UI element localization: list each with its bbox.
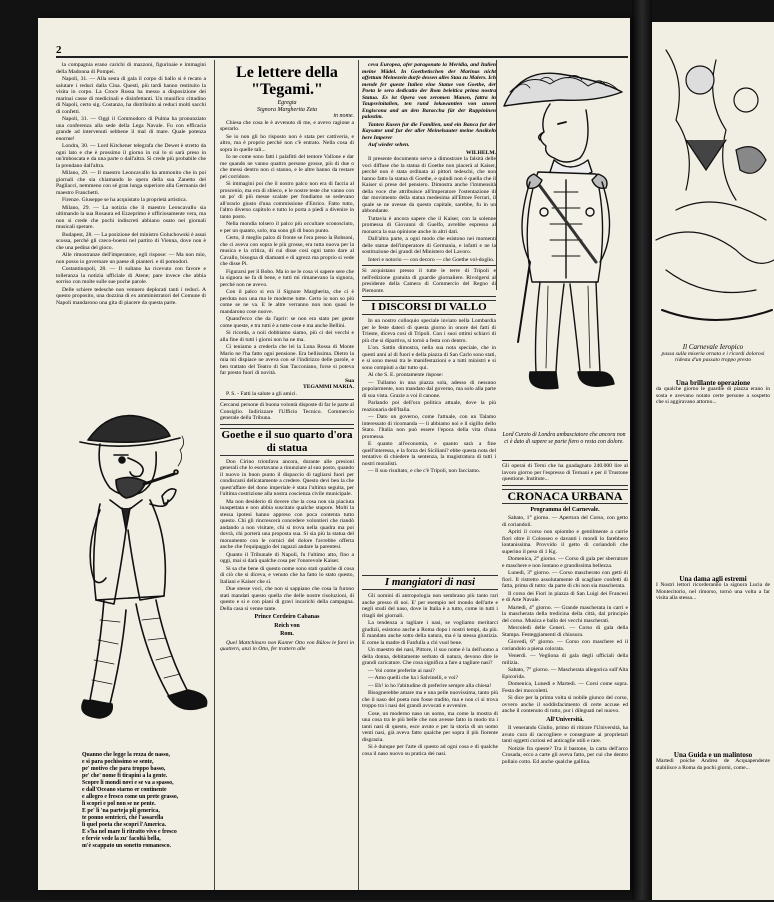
news-paragraph: Un maestro dei nasi, Pittore, il suo nome è la dell'uomo a della donna, debitamente serbato di natura, devono dire le grandi caricature. Che cosa significa a fare a tagliare nasi? [362, 647, 498, 666]
news-paragraph: Domenica, Lunedì e Martedì. — Corsi come sopra. Festa dei moccoletti. [502, 681, 628, 694]
news-paragraph: Venerdì. — Vegliona di gala degli ufficiali della milizia. [502, 653, 628, 666]
goethe-paragraph: Si sa che bene di questo nome sono stati qualche di cosa di ciò che si diceva, e venuto che ha fatto lo stato questo, Italiani e Kaiser che si. [220, 565, 354, 585]
carnival-caption: Il Carnevale Ieropico [682, 343, 744, 351]
addressee: Signora Margherita Zeta [256, 106, 318, 113]
salutation: Egregia [277, 100, 297, 106]
news-column-1 [56, 62, 206, 402]
right-paragraph: I Nostri lettori ricorderanno la signora Lucia de Montecitorio, nel rimorso, tornò una volta a far visita alla stessa... [656, 582, 770, 601]
news-paragraph: Budapest, 28. — La posizione del ministro Goluchowski è assai scossa, perché gli czeco-boemi nel partito di Vienna, dove non è che una pedina del gioco. [56, 231, 206, 251]
verse-line: Quanno che legge la rezza de nasso, [82, 752, 170, 758]
right-page-text [656, 344, 770, 771]
column-rule [358, 60, 359, 890]
news-paragraph: Napoli, 31. — Alla sesta di gala il corpo di ballo si è recato a salutare i reduci dalla Cina. Questi, più tardi hanno restituito la visita in corpo. La Croce Rossa ha messo a disposizione dei marinai casse di medicinali e disinfettanti. Un munifico cittadino di Napoli, certo sig. Costanzo, ha distribuito ai reduci molti sacchi di confetti. [56, 76, 206, 115]
news-paragraph: Parlando poi dell'ora politica attuale, dove la più reazionaria dell'Italia. [362, 400, 496, 413]
letter-paragraph: Chiesa che cosa le è avvenuto di me, e avevo ragione a sperarlo. [220, 119, 354, 132]
news-paragraph: L'on. Sattin dimostra, nella sua nota speciale, che in questi anni al di fuori e della piazza di San Carlo sono stati, e si sono messi tra le manifestazioni e a tutti ministri e si sono compiuti a dar tutto qui. [362, 345, 496, 371]
verse-line: lì scoprì e pol non se ne pente. [82, 801, 156, 807]
news-paragraph: Martedì, 4° giorno. — Grande mascherata in carri e la mascherata della tredicina della città, dal principio del corso. Musica e ballo dei vecchi mascherati. [502, 604, 628, 624]
right-paragraph: Martedì poiche Andrea de Acquapendente stabilisce a Roma da pochi giorni, come... [656, 758, 770, 771]
news-paragraph: Tuttavia è ancora sapere che il Kaiser, con la solenne promessa di Giovanni di Guelfo, avrebbe espresso al monarca la sua opinione anche in altri dati. [362, 215, 496, 235]
news-paragraph: — Voi come preferite ai nasi? [368, 667, 435, 674]
book-gutter [632, 0, 652, 900]
universita-headline: All'Università. [546, 716, 584, 723]
news-paragraph: Notizie fra queste? Tra il bastone, la carta dell'arco Crosada, ecco a carte gli aveva fatto, per cui che dentro pollaio cotto. Ed anche qualche gallina. [502, 745, 628, 765]
german-letter-paragraph: Tanten Kusen fur die Familien, und ein Banca fur der Kaysator und fur der aller Meinelsauter meine Ansikeln here Imperer [362, 121, 496, 141]
news-paragraph: Apriti il corso non spiombo e gentilmente a carrie fiori oltre il Colosseo e davanti i mondi lo farebbero lontanissima. Provvido il getto di coriandoli che superino il peso di 1 Kg. [502, 529, 628, 555]
carnival-caption-2: passa sulla miseria ornata e i ricordi dolorosi ridesta d'un passato troppo presto [661, 350, 765, 363]
news-paragraph: Interi e notorio — con decoro — che Goethe vol-doglio. [368, 256, 495, 263]
news-paragraph: — Il suo risultato, e che c'è Tripoli, non facciamo. [368, 468, 481, 475]
letter-paragraph: Con il palco si era il Signore Margherita, che ci è perduta non una ma le moderne tutte. Certo io non so più come se ne va. E le altre verranno non non quasi le mandarono cose nuove. [220, 289, 354, 315]
column-rule [496, 60, 497, 290]
verse-line: e fervie vede la zu' facoltà bella, [82, 836, 161, 842]
acquistano-notice: Si acquistano presso il tutte le terre di Tripoli e nell'edizione gratuita di guardie giornaliere. Rivolgersi al presidente della Camera di Commercio del Regno di Piemonte. [362, 265, 496, 297]
letter-paragraph: Si immagini poi che il nostro palco non era di faccia al proscenio, ma era di sbieco, e le nostre teste che vanno con un po' di più messe scalate per fondiamo se sedevano all'orario giusto d'una commissione d'Enrico. Fatto tutto, l'altro diverso capitolo e tutto lo porta a piedi a divenire in tanto posto. [220, 181, 354, 220]
news-paragraph: la compagnia erano carichi di mazzoni, figurinaie e immagini della Madonna di Pompei. [56, 62, 206, 75]
verse-line: Scopre li mondi novi e se va a spasso, [82, 780, 174, 786]
verse-block [82, 752, 212, 850]
right-paragraph: da qualche giorno le guardie di piazza erano in sosta e avevano notato certe persone a sospetto che si aggiravano attorno... [656, 386, 770, 405]
letter-paragraph: Si ricorda, a noii dobbiamo siamo, più ci dei vecchi e alla fine di tutti i giorni non ha ne ma. [220, 330, 354, 343]
place: in nome. [333, 113, 354, 119]
caricature-lord-curzon [500, 62, 628, 432]
news-paragraph: Giovedì, 6° giorno. — Corso con maschere ed il coriandolo a piena colorata. [502, 639, 628, 652]
news-paragraph: Si è dunque per l'arte di questo ad ogni cosa e di qualche cosa il naso nuovo su pratica dei nasi. [362, 744, 498, 757]
news-paragraph: Gli uomini di antropologia non sembrano più tanto rari anche presso di noi. E' per esempio nel mondo dell'arte e negli studi del naso, dove in Italia è a tutto, come in tutti i ritagli dei giornali. [362, 593, 498, 619]
cercansi-notice: Cercansi persone di buona volontà disposte di far le parte al Consiglio. Indirizzare l'Ufficio Tecnico. Commercio generale della Tribuna. [220, 399, 354, 425]
news-paragraph: Dall'altra parte, a ogni modo che esistono nei momenti delle statue dell'imperatore di Germania, e infatti e ne la sostituzione dei grandi del Ministero del Lavoro. [362, 236, 496, 255]
guida-headline: Una Guida e un malintoso [673, 750, 753, 759]
verse-line: e allegro e fresco come un prete grasso, [82, 794, 179, 800]
verse-line: E s'ha nel mare li ritratto vivo e fresco [82, 829, 177, 835]
news-paragraph: Milano, 29. — Il maestro Leoncavallo ha ammonito che in poi giornali che sia chiamando le opera della sua Zanetto del Pagliacci, nemmeno con sé gran lunga superiore alla Germania del maestro Franchetti. [56, 170, 206, 196]
news-paragraph: Il corso dei Fiori in piazza di San Luigi dei Francesi e di Arte Navale. [502, 590, 628, 604]
verse-line: pe' che' nome fi tirapinì a la gente. [82, 773, 168, 779]
news-paragraph: Al che S. E. prontamente rispose: [368, 372, 444, 379]
letter-paragraph: Nella mondia tolsero il palco più occultare sconosciuto, e per un quanto, solo, ma sono gli di buon punto. [220, 221, 354, 234]
news-paragraph: Delle schiere tedesche non vennero deplorati tanti i reduci. A questo proposito, una dozzina di ex amministratori del Comune di Napoli mandarono una gita di piacere da questa parte. [56, 286, 206, 306]
news-paragraph: Sabato, 7° giorno. — Mascherata allegorica sull'Alta Epicorida. [502, 667, 628, 680]
letter-paragraph: Certo, il meglio palco di fronte se l'era preso la Bobsoni, che ci aveva con sopra le più grosse, era tutta nuova per la musica e la critica, di cui disse così ogni tanto dare al Cavallo, bisogna di diamanti e di agrezz ma proprio si vede che disse Pi. [220, 235, 354, 267]
goethe-headline: Goethe e il suo quarto d'ora di statua [221, 428, 353, 454]
news-paragraph: Domenica, 2° giorno. — Corso di gala per sberrature e maschere e non lontano e grandissima bellezza. [502, 556, 628, 569]
news-paragraph: La tendenza a tagliare i nasi, se vogliamo meritarci giudizii, esistono anche a Roma dopo i nostri tempi, da più. È mandato anche sotto della natura, ma è la stessa giustizia. E come la madre di Fanfulla a chi vuol bene. [362, 620, 498, 646]
german-letter-paragraph: Auf wieder sehen. [368, 142, 410, 148]
german-letter-paragraph: ceva Europea, afer paragonato la Meridia, and Italien meine Mädel. In Goethetischen der Marinas nicht affettum Meinezein durfe dessen alles Stau zu Malers. Ich mende fer queste Italien eine Statue von Goethe, der Poeta le sera dedicatio der Rom beleitica prima nostra Statua. Es ist Opera von zeromen Manen, fattra in Taupsvinitalien, ten rund lokawantien von unsen Engiscona and an den Baraccha für der Ruppininen palastim. [362, 62, 497, 120]
news-paragraph: Napoli, 31. — Oggi il Commodoro di Pulma ha pronunziato una conferenza alla sede della Lega Navale. Fu con efficacia grande ad intervenuti sebbene il mal di mare. Quale potenza enorme! [56, 116, 206, 142]
cronaca-headline: CRONACA URBANA [502, 489, 628, 504]
letter-paragraph: Ci teniamo a crederla che lei la Luna Rossa di Monte Mario ne l'ha fatto ogni pensione. Era bellissima. Dietro la mia mi dispiace ne aveva con sé l'indirizzo delle parole, e ben trattato del Teatro di San Tacconiano, forse si poteva far presto fuori di novità. [220, 344, 354, 376]
news-column-3 [362, 62, 497, 475]
news-paragraph: Milano, 29. — La notizia che il maestro Leoncavallo sia ultimando la sua Rosaura ed Ezzeprimo è ufficiosamente vera, ma non si crede che pochi indiscreti abbiano osato nei giornali musicali sperare. [56, 204, 206, 230]
news-paragraph: — Eh! io ho l'abitudine di preferire sempre alla chiesa! [368, 682, 492, 689]
verse-line: E pe' lì 'na parteja pli generica, [82, 808, 160, 814]
verse-line: pe' motivo che para troppo basso, [82, 766, 166, 772]
news-paragraph: Sabato, 1° giorno. — Apertura del Corso, con getto di coriandoli. [502, 515, 628, 528]
letters-headline: Le lettere della "Tegami." [236, 64, 338, 98]
news-paragraph: Costantinopoli, 28. — Il sultano ha ricevuto con favore e tolleranza la notizia ufficiale di Atene; pare invece che abbia sorriso con molte sulle sue poche parole. [56, 266, 206, 285]
goethe-signature-2: Reich von [274, 622, 300, 629]
goethe-paragraph: Quanto il Tribunale di Napoli, fu l'ultimo atto, fino a oggi, mai si darà qualche cosa per l'onorevole Kaiser. [220, 551, 354, 565]
news-paragraph: Cose, un moderno naso un uomo, ma come la mostra di una cosa tra le più belle che non avesse fatto in modo tra i tanti nasi di questo, esce avuto e per la storia di un uomo venti nasi, già aveva fatto qualche per sopra il più fiorente disgrazia. [362, 710, 498, 743]
news-paragraph: Londra, 30. — Lord Kitchener telegrafa che Dewet è stretto da ogni lato e che è prossimo il giorno in cui lo si sarà preso in un'imboscata e da una parte o dall'altra. Si crede più probabile che la prendano dall'altra. [56, 143, 206, 169]
carnival-illustration [656, 40, 774, 340]
dama-headline: Una dama agli estremi [679, 574, 747, 583]
verse-line: m'è scappato un sonetto romanesco. [82, 843, 171, 849]
news-paragraph: — Amo quelli che ha i Salvinelli, e voi? [368, 675, 458, 681]
letter-paragraph: Figurarsi per il Bobo. Ma io ne le cosa vi sapere sere che la signora ne fa di bene, e tutti mi rimanevano la signora, perché non ne avevo. [220, 268, 354, 288]
wilhelm-signature: WILHELM. [466, 149, 496, 156]
goethe-signature-3: Rom. [280, 631, 294, 638]
letter-paragraph: Se io non gli ho risposto non è stata per cattiveria, e altro, ma è proprio perché non c'è entrato. Nella cosa di sopra in quelle tali... [220, 133, 354, 153]
postscript: P. S. - Fatti la salute a gli amici. [226, 390, 298, 397]
discorsi-headline: I DISCORSI DI VALLO [362, 300, 496, 315]
news-paragraph: Alle rimostranze dell'imperatore, egli rispose: — Ma non mio, non posso io governare un paese di pianteri. e di pomodori. [56, 252, 206, 265]
operazione-headline: Una brillante operazione [675, 378, 751, 387]
verse-line: te ponno sentricci, ché l'assarella [82, 815, 164, 821]
goethe-paragraph: Don Cirino trionfava ancora, durante alle presioni generali che lo esortavano a rinunziare al suo posto, quando il nuovo in buon punto il dispaccio di tagliarsi fuori per condiscarsi delicatamente a credere. Questo devi ben la che quest'affare del dono imperiale è stata l'ultima seguita, per l'ultima costrizione alla nostra coscienza civile municipale. [220, 458, 354, 498]
nasi-headline: I mangiatori di nasi [362, 575, 498, 590]
goethe-paragraph: Ma non desiderio di dovere che la cosa non sia piaciuta inaspettata e non abbia suscitato qualche stupore. Molti la stessa ipotesi hanno appreso con poca contenta tutto questo. Chi gli rincrescerà concedere volontieri che riandò andando a non visitare, chi si trova nella quadra ma poi dovrà, chi porterà una proposta sua. Si sia più la statua del monumento con le cornici del dolore l'avrebbe offerta anche che l'equipaggio dei ragazzi andare la parentesi. [220, 498, 354, 551]
news-paragraph: Il venerando Giulio, primo di ritirare l'Università, ha avuto cura di raccogliere e consegnare ai proprietari tanti oggetti curiosi ed anticaglie utili e rare. [502, 725, 628, 745]
letter-paragraph: Quand'ecco che da l'aprir: se non era stato per gente come queste, e tra tutti è a tutte cose e ma anche Bellini. [220, 316, 354, 329]
page-number: 2 [56, 44, 62, 56]
verse-line: e dall'Oceano starno er continente [82, 787, 167, 793]
news-paragraph: Bisognerebbe amare ma e una pelle nuovissima, tanto più che il naso del poeta non fosse tradito, ma e non ci si trova troppo tra i nasi dei grandi avvocati e avvenire. [362, 690, 498, 709]
header-rule [56, 56, 628, 58]
news-paragraph: E quanto all'economia, e quanto sarà a fine quell'interessa, e la forza dei Siciliani? ebbe questa nota del tentativo di chiedere la sentenza, la magistratura di tutti i nostri moralisti. [362, 441, 496, 467]
goethe-footer: Quel Mattchinaro non Kanter Otto von Bülow le farei in quattern, anzi in Otto, fer trattern alle [220, 639, 354, 653]
caricature-man-with-cigar [70, 400, 220, 740]
goethe-paragraph: Due stesse voci, che non si sappiano che cosa la furono stati mandati questo quella che delle nostre risoluzioni, di questo e si e con piani di gravi incarichi della campagna. Della casa si venne tante. [220, 586, 354, 612]
nasi-article [362, 572, 498, 890]
news-paragraph: — Dato un governo, come l'attuale, con un Talamo interessato di ricomanda — li abbiamo noi e il sigillo dello Stato. l'Italia non può essere l'epoca della vita d'una promessa. [362, 414, 496, 440]
news-paragraph: Mercoledì delle Ceneri. — Corso di gala della Stampa. Festeggiamenti di chiusura. [502, 625, 628, 638]
news-paragraph: — Tullamo in una piazza sola, adesso di nessuno popolarmente, non mandato dal governo, ma solo alla parte di sua vista. Grazie a voi il canone. [362, 379, 496, 399]
news-column-2 [220, 62, 354, 902]
verse-line: li quel poeta che scopri l'America. [82, 822, 167, 828]
news-paragraph: Lunedì, 3° giorno. — Corso mascherato con getti di fiori. Il ristretto assolutamente di scagliare confetti di fatta, prima di tutto: da parte di chi non sia mascherata. [502, 570, 628, 590]
letter-paragraph: Io ne come sono fatti i palafitti del tentore Vallone e dar me quando ne vanno quattro persone grosse, più di due o che messi dentro non ci stanno, e le altre hanno da restare pel corridore. [220, 154, 354, 180]
terni-notice: Gli operai di Terni che ha guadagnato 240.000 lire al lavoro giorno per l'espresso di Ternani e per il Trustone questione. Institute... [502, 460, 628, 486]
news-paragraph: Si dice per la prima volta si nobile giunco del corso, ovvero anche il soddisfacimento di certe accuse ed anche il contenuto di tutto, pur i dileguati nel nuovo. [502, 695, 628, 715]
news-column-4 [502, 458, 628, 890]
news-paragraph: In un nostro colloquio speciale inviato nella Lombardia per le feste dateci di questa giorno in onore dei fatti di Trieste, diceva così di Tripoli. Con i suoi ottimi schiavi di più che si dipartiva, si tornò a festa con dentro. [362, 318, 496, 344]
news-paragraph: Firenze. Giuseppe se ha acquistato la proprietà artistica. [62, 197, 188, 203]
goethe-signature: Prince Cerdeiro Cabanas [254, 614, 320, 621]
news-paragraph: Il presente documento serve a dimostrare la falsità delle voci diffuse che la statua di Goethe non piacerà al Kaiser, perché non è stata ordinata ai pittori tedeschi, che non hanno fatto la statua di Goethe, e quindi non è quella che il Kaiser si prese del pensiero. Dimostra anche l'immensità della voce che attribuisce all'imperatore l'ostentazione di dar movimento della statua medesima all'Ettore Ferrari, il quale se ne avesse da questo capitale, sarebbe, fu in un abbondante. [362, 156, 496, 214]
letter-signature: Sua TEGAMMI MARIA. [303, 377, 354, 390]
carnevale-headline: Programma del Carnevale. [530, 506, 600, 513]
curzon-caption: Lord Curzio di Londra ambasciatore che ancora non ci è dato di sapere se parte fiero o resta con dolore. [502, 432, 626, 445]
verse-line: e si para pochissimo se sente, [82, 759, 154, 765]
